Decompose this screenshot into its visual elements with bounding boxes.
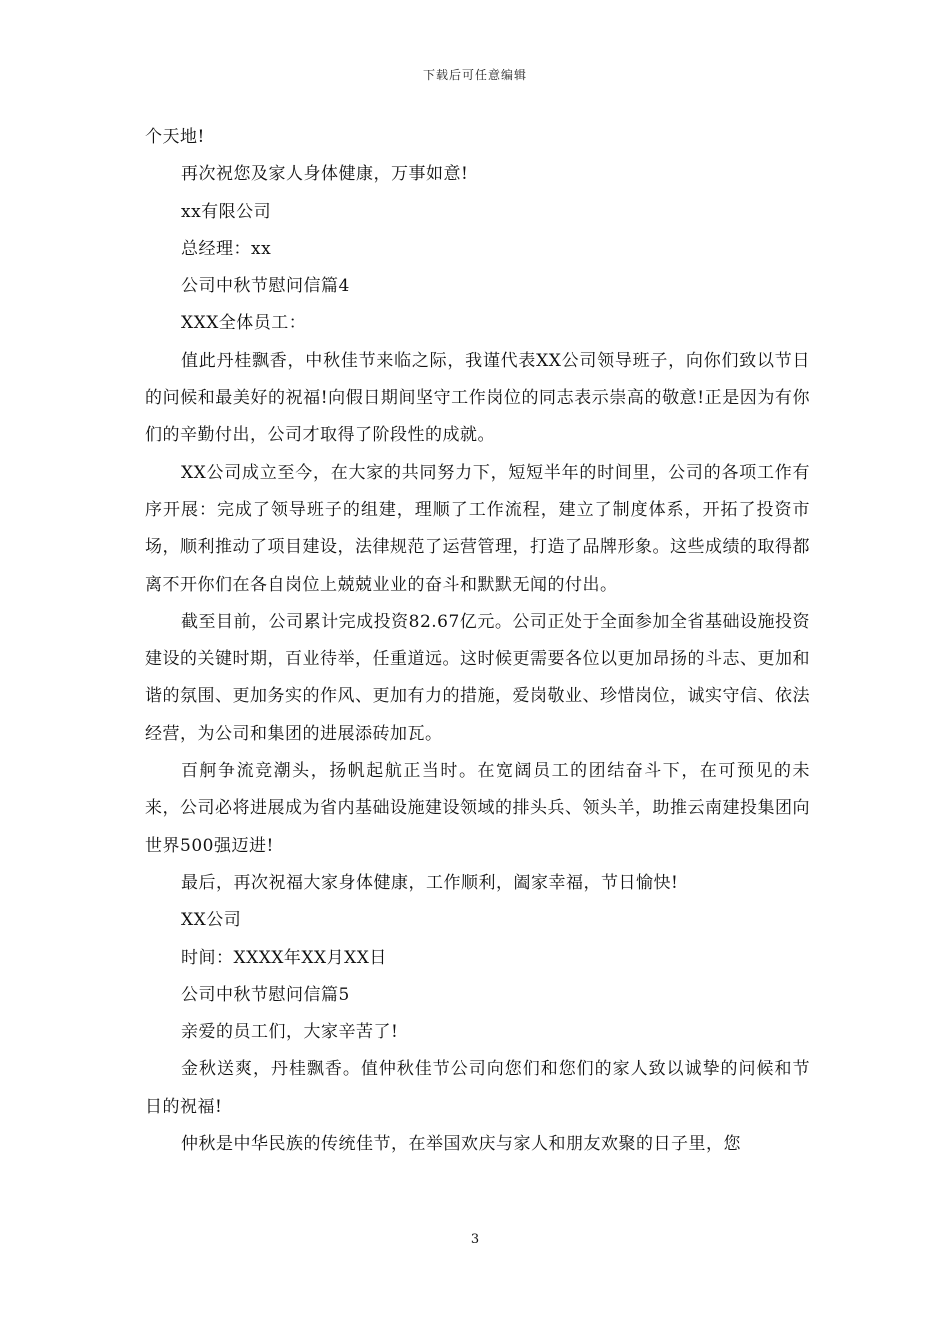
signatory: 总经理：xx [181, 238, 272, 259]
paragraph: 截至目前，公司累计完成投资82.67亿元。公司正处于全面参加全省基础设施投资建设的关键时期，百业待举，任重道远。这时候更需要各位以更加昂扬的斗志、更加和谐的氛围、更加务实的作风、更加有力的措施，爱岗敬业、珍惜岗位，诚实守信、依法经营，为公司和集团的进展添砖加瓦。 [145, 611, 810, 744]
date-line: 时间：XXXX年XX月XX日 [181, 947, 387, 968]
paragraph: 仲秋是中华民族的传统佳节，在举国欢庆与家人和朋友欢聚的日子里，您 [181, 1134, 741, 1155]
paragraph: 个天地! [145, 127, 205, 147]
page-number: 3 [470, 1232, 480, 1247]
paragraph: 百舸争流竞潮头，扬帆起航正当时。在宽阔员工的团结奋斗下，在可预见的未来，公司必将进展成为省内基础设施建设领域的排头兵、领头羊，助推云南建投集团向世界500强迈进! [145, 761, 810, 856]
paragraph: 金秋送爽，丹桂飘香。值仲秋佳节公司向您们和您们的家人致以诚挚的问候和节日的祝福! [145, 1059, 810, 1117]
company-name: xx有限公司 [181, 201, 272, 222]
section-heading: 公司中秋节慰问信篇5 [181, 984, 350, 1005]
salutation: 亲爱的员工们，大家辛苦了! [181, 1022, 399, 1043]
paragraph: XX公司成立至今，在大家的共同努力下，短短半年的时间里，公司的各项工作有序开展：完成了领导班子的组建，理顺了工作流程，建立了制度体系，开拓了投资市场，顺利推动了项目建设，法律规范了运营管理，打造了品牌形象。这些成绩的取得都离不开你们在各自岗位上兢兢业业的奋斗和默默无闻的付出。 [145, 462, 810, 595]
document-body [145, 119, 810, 1163]
section-heading: 公司中秋节慰问信篇4 [181, 276, 350, 297]
paragraph: 最后，再次祝福大家身体健康，工作顺利，阖家幸福，节日愉快! [181, 872, 679, 893]
paragraph: 再次祝您及家人身体健康，万事如意! [181, 164, 469, 185]
paragraph: 值此丹桂飘香，中秋佳节来临之际，我谨代表XX公司领导班子，向你们致以节日的问候和最美好的祝福!向假日期间坚守工作岗位的同志表示崇高的敬意!正是因为有你们的辛勤付出，公司才取得了阶段性的成就。 [145, 350, 810, 446]
page-header: 下载后可任意编辑 [422, 68, 527, 82]
salutation: XXX全体员工： [181, 313, 307, 334]
company-name: XX公司 [181, 910, 242, 931]
